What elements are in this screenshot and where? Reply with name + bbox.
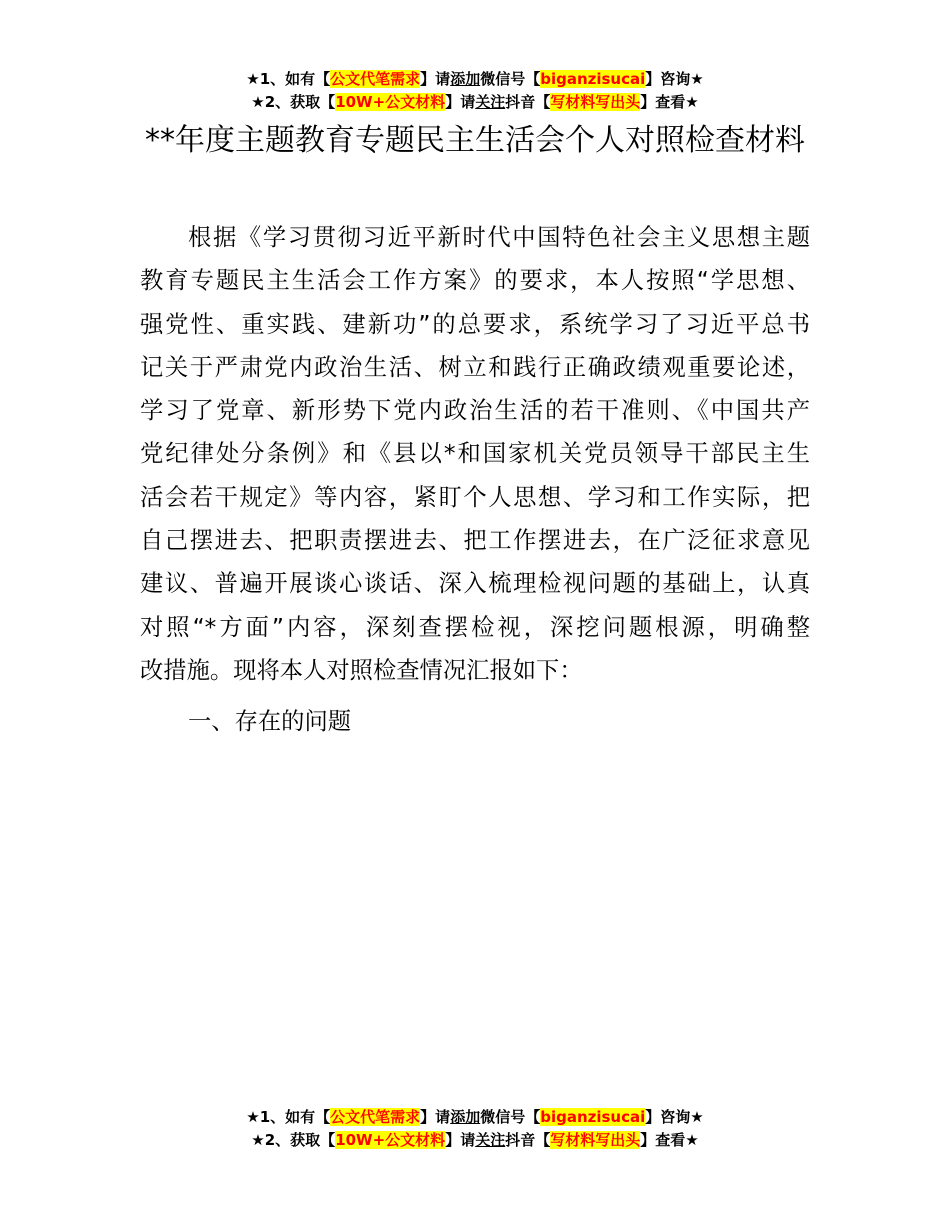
document-title: **年度主题教育专题民主生活会个人对照检查材料 [145, 123, 805, 158]
ad-underlined-text: 关注 [475, 93, 506, 111]
ad-text: 】请 [420, 70, 451, 88]
body-paragraph [140, 216, 810, 692]
ad-text: ★2、获取【 [251, 93, 336, 111]
ad-text: 】查看★ [640, 1131, 699, 1149]
ad-text: 抖音【 [505, 1131, 551, 1149]
footer-ad-line-1 [0, 1106, 950, 1129]
footer-ad-line-2 [0, 1129, 950, 1152]
ad-highlight-douyin: 写材料写出头 [550, 1131, 641, 1149]
ad-highlight-materials: 10W+公文材料 [335, 1131, 446, 1149]
paragraph-line: 教育专题民主生活会工作方案》的要求，本人按照“学思想、 [140, 267, 810, 295]
ad-underlined-text: 关注 [475, 1131, 506, 1149]
paragraph-line: 活会若干规定》等内容，紧盯个人思想、学习和工作实际，把 [140, 483, 810, 511]
header-ad-line-1 [0, 68, 950, 91]
paragraph-line: 对照“*方面”内容，深刻查摆检视，深挖问题根源，明确整 [140, 613, 810, 641]
paragraph-line: 建议、普遍开展谈心谈话、深入梳理检视问题的基础上，认真 [140, 570, 810, 598]
ad-text: 】查看★ [640, 93, 699, 111]
ad-text: ★1、如有【 [246, 1108, 331, 1126]
ad-text: ★1、如有【 [246, 70, 331, 88]
paragraph-line: 改措施。现将本人对照检查情况汇报如下： [140, 656, 583, 684]
ad-highlight-materials: 10W+公文材料 [335, 93, 446, 111]
ad-text: 】请 [445, 93, 476, 111]
ad-text: 】请 [445, 1131, 476, 1149]
paragraph-line: 学习了党章、新形势下党内政治生活的若干准则、《中国共产 [140, 397, 810, 425]
ad-text: ★2、获取【 [251, 1131, 336, 1149]
header-ad-line-2 [0, 91, 950, 114]
ad-text: 】咨询★ [645, 70, 704, 88]
ad-text: 】请 [420, 1108, 451, 1126]
ad-text: 抖音【 [505, 93, 551, 111]
ad-underlined-text: 添加 [450, 1108, 481, 1126]
ad-highlight-wechat-id: biganzisucai [540, 1108, 646, 1126]
ad-highlight-service: 公文代笔需求 [330, 70, 421, 88]
ad-highlight-service: 公文代笔需求 [330, 1108, 421, 1126]
ad-highlight-wechat-id: biganzisucai [540, 70, 646, 88]
paragraph-line: 党纪律处分条例》和《县以*和国家机关党员领导干部民主生 [140, 440, 810, 468]
ad-text: 微信号【 [480, 70, 541, 88]
section-heading: 一、存在的问题 [188, 708, 352, 735]
ad-highlight-douyin: 写材料写出头 [550, 93, 641, 111]
header-ad [0, 68, 950, 114]
footer-ad [0, 1106, 950, 1152]
ad-text: 微信号【 [480, 1108, 541, 1126]
paragraph-line: 记关于严肃党内政治生活、树立和践行正确政绩观重要论述， [140, 353, 810, 381]
paragraph-line: 根据《学习贯彻习近平新时代中国特色社会主义思想主题 [188, 224, 810, 251]
ad-underlined-text: 添加 [450, 70, 481, 88]
paragraph-line: 自己摆进去、把职责摆进去、把工作摆进去，在广泛征求意见 [140, 527, 810, 555]
paragraph-line: 强党性、重实践、建新功”的总要求，系统学习了习近平总书 [140, 310, 810, 338]
ad-text: 】咨询★ [645, 1108, 704, 1126]
